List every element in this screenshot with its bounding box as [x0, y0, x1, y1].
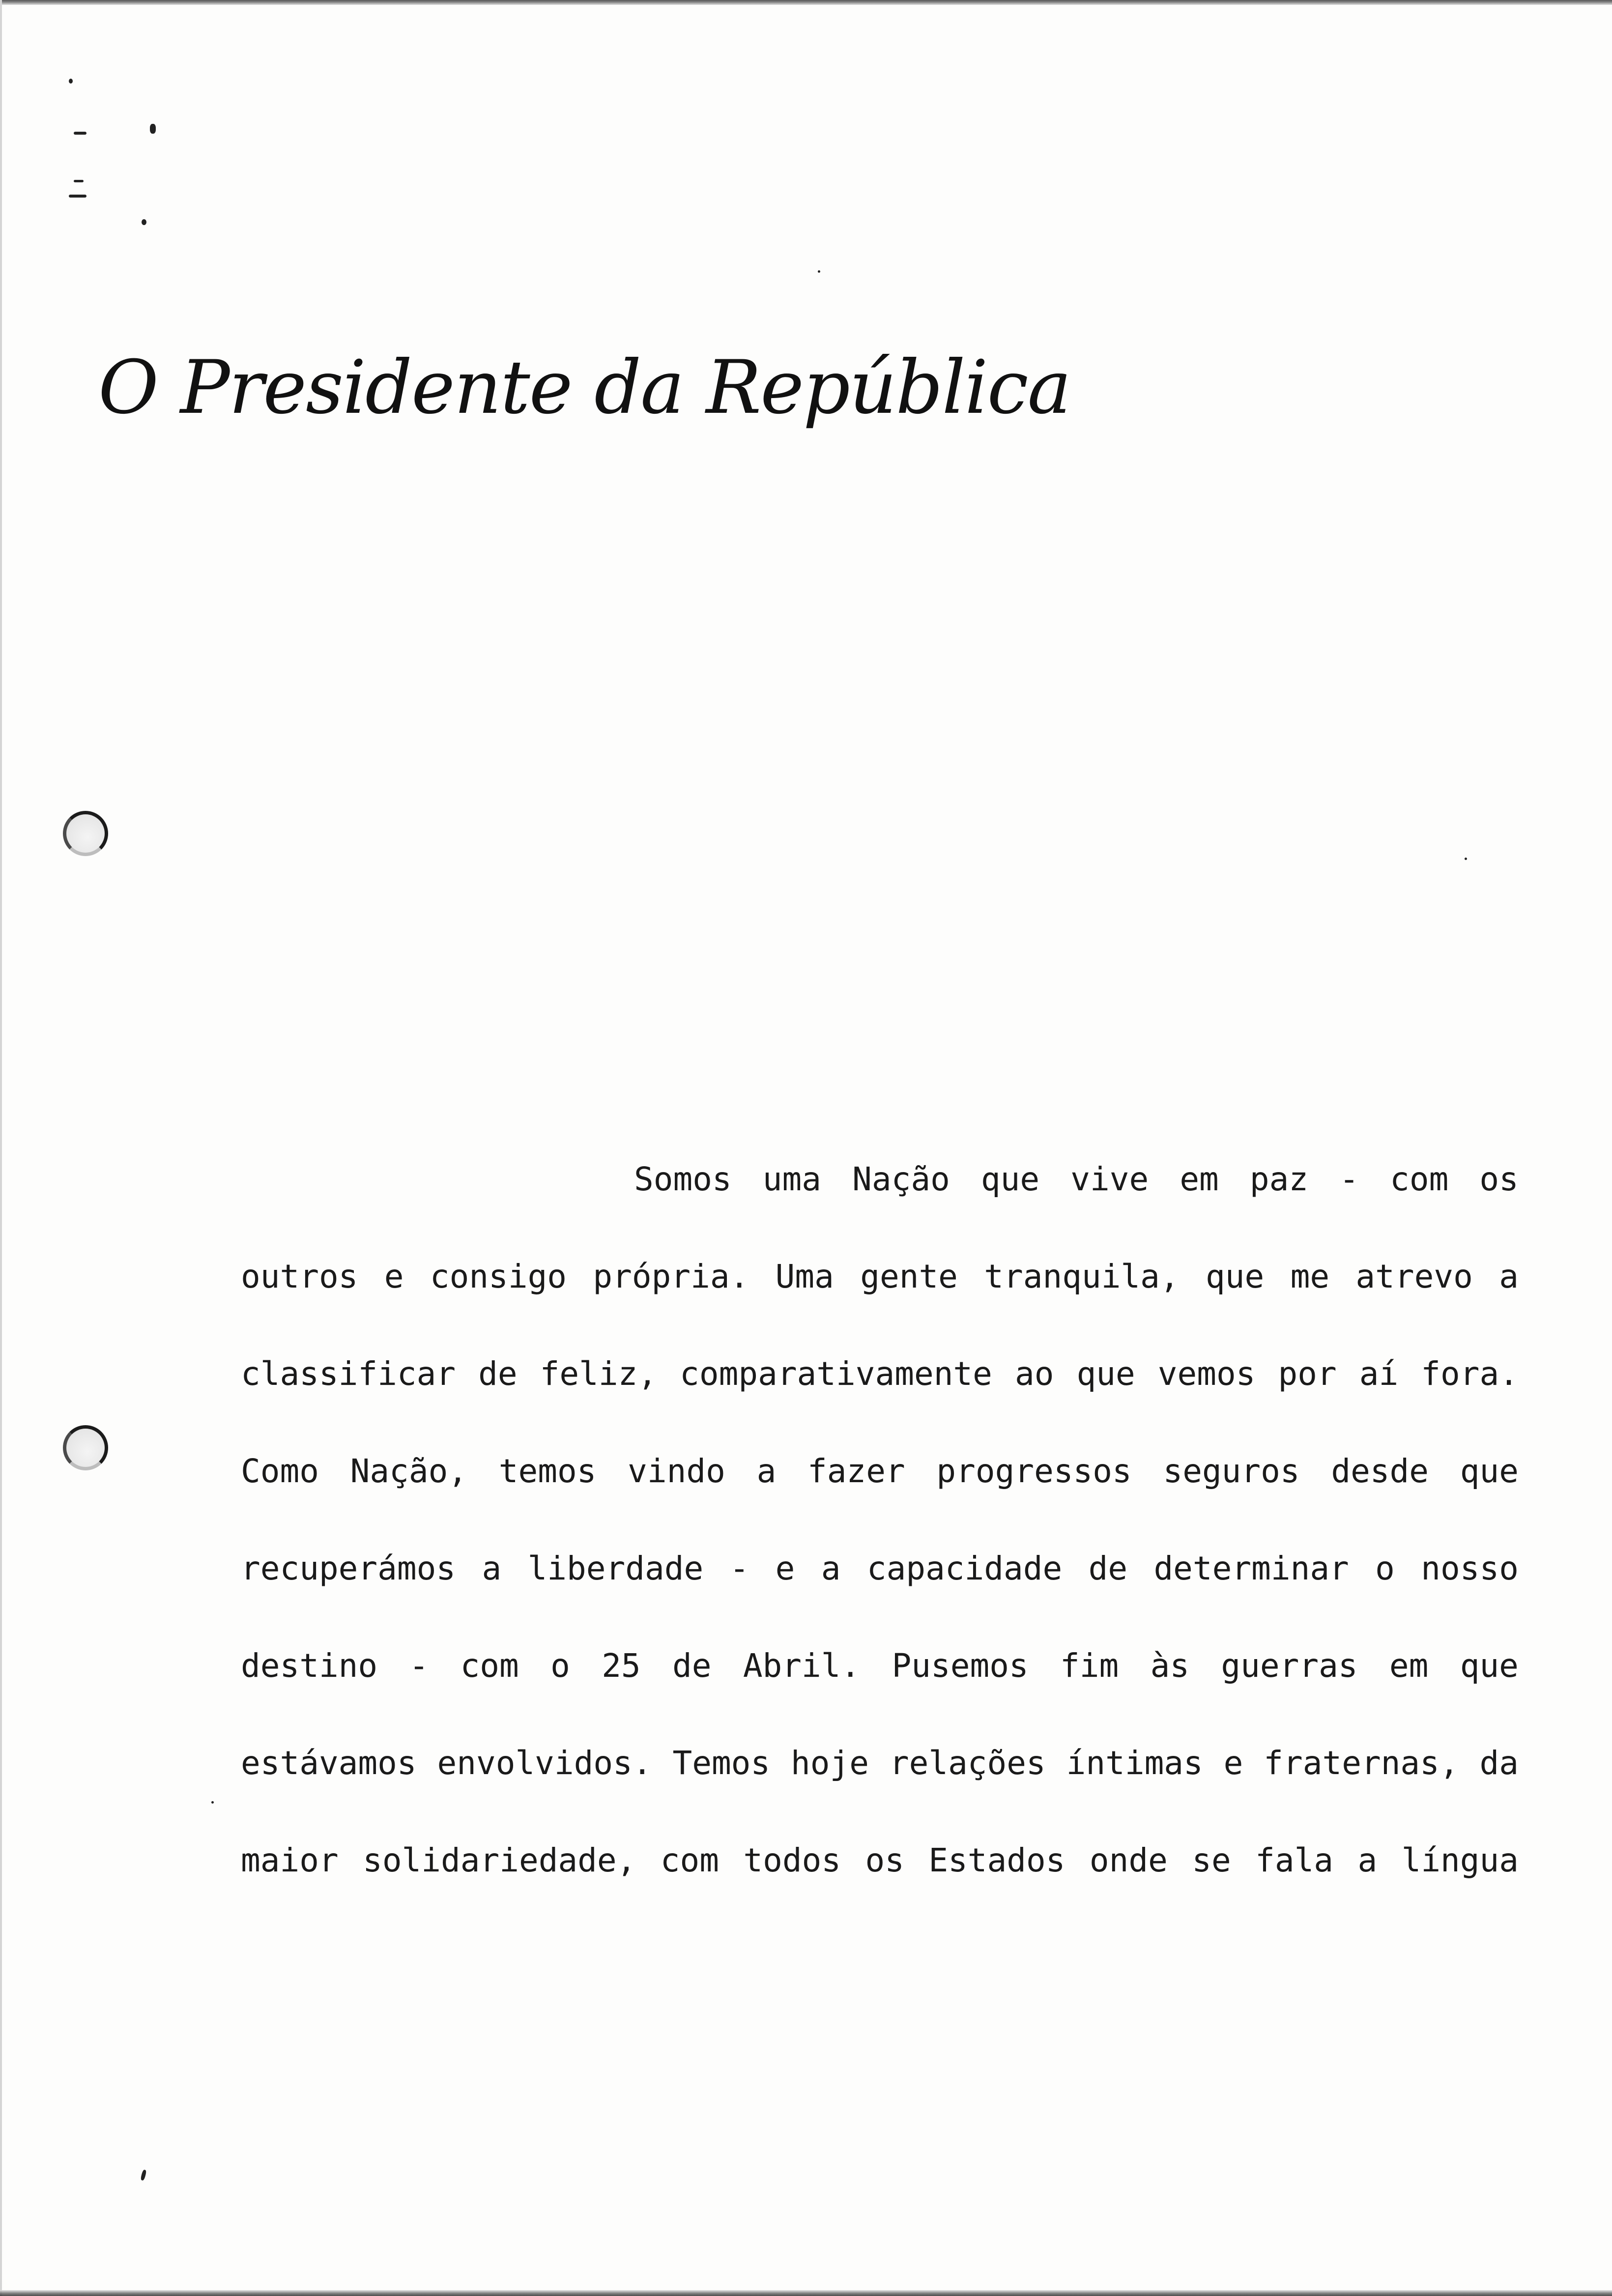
word: que: [1076, 1355, 1135, 1393]
word: Somos: [634, 1160, 732, 1198]
word: e: [775, 1550, 795, 1587]
word: os: [865, 1841, 904, 1879]
word: ao: [1014, 1355, 1054, 1393]
word: -: [729, 1550, 749, 1587]
scan-speck: [818, 270, 820, 273]
word: fazer: [807, 1452, 905, 1490]
scan-speck: [74, 132, 86, 135]
word: íntimas: [1066, 1744, 1203, 1782]
word: a: [1357, 1841, 1378, 1879]
word: por: [1278, 1355, 1337, 1393]
word: Como: [241, 1452, 319, 1490]
text-line: [241, 1347, 1519, 1444]
word: seguros: [1163, 1452, 1300, 1490]
scan-speck: [1465, 858, 1467, 860]
word: temos: [498, 1452, 597, 1490]
word: solidariedade,: [363, 1841, 636, 1879]
word: de: [478, 1355, 518, 1393]
text-line: [241, 1834, 1519, 1931]
word: que: [980, 1160, 1040, 1198]
scan-speck: [142, 219, 146, 225]
word: -: [1339, 1160, 1359, 1198]
letterhead: [98, 344, 1071, 442]
body-paragraph: [241, 1152, 1519, 1931]
word: e: [384, 1258, 404, 1295]
word: guerras: [1221, 1647, 1358, 1685]
word: hoje: [791, 1744, 869, 1782]
word: da: [1479, 1744, 1519, 1782]
word: progressos: [936, 1452, 1132, 1490]
word: Abril.: [743, 1647, 861, 1685]
word: os: [1479, 1160, 1519, 1198]
word: de: [1088, 1550, 1128, 1587]
word: com: [660, 1841, 719, 1879]
punch-hole: [63, 811, 108, 856]
word: fala: [1255, 1841, 1334, 1879]
word: fraternas,: [1264, 1744, 1459, 1782]
text-line: [241, 1444, 1519, 1542]
word: destino: [241, 1647, 378, 1685]
word: classificar: [241, 1355, 456, 1393]
word: se: [1192, 1841, 1231, 1879]
scan-edge-top: [0, 0, 1612, 5]
word: nosso: [1421, 1550, 1519, 1587]
word: o: [1375, 1550, 1395, 1587]
scan-speck: [140, 2169, 146, 2181]
scan-edge-bottom: [0, 2290, 1612, 2296]
word: com: [1390, 1160, 1449, 1198]
scan-speck: [150, 124, 156, 134]
word: e: [1223, 1744, 1243, 1782]
word: outros: [241, 1258, 358, 1295]
word: Nação: [852, 1160, 950, 1198]
letterhead-script: [98, 344, 1071, 442]
word: consigo: [430, 1258, 567, 1295]
word: tranquila,: [984, 1258, 1180, 1295]
word: relações: [889, 1744, 1046, 1782]
text-line: [241, 1736, 1519, 1834]
word: em: [1180, 1160, 1219, 1198]
word: própria.: [593, 1258, 749, 1295]
word: determinar: [1153, 1550, 1349, 1587]
word: Estados: [928, 1841, 1065, 1879]
text-line: [241, 1542, 1519, 1639]
scan-speck: [69, 79, 73, 84]
word: língua: [1401, 1841, 1519, 1879]
scan-speck: [74, 180, 84, 182]
word: Uma: [775, 1258, 834, 1295]
word: que: [1206, 1258, 1265, 1295]
word: feliz,: [540, 1355, 658, 1393]
word: que: [1460, 1647, 1519, 1685]
word: uma: [762, 1160, 822, 1198]
scan-speck: [211, 1801, 214, 1804]
text-line: [241, 1639, 1519, 1736]
word: atrevo: [1355, 1258, 1473, 1295]
word: que: [1460, 1452, 1519, 1490]
word: recuperámos: [241, 1550, 456, 1587]
word: maior: [241, 1841, 339, 1879]
word: fim: [1060, 1647, 1119, 1685]
word: -: [409, 1647, 429, 1685]
word: a: [482, 1550, 502, 1587]
word: envolvidos.: [437, 1744, 652, 1782]
word: vindo: [628, 1452, 725, 1490]
word: em: [1389, 1647, 1429, 1685]
word: estávamos: [241, 1744, 417, 1782]
letterhead-title: O Presidente da República: [98, 345, 1071, 430]
word: vive: [1070, 1160, 1149, 1198]
word: me: [1290, 1258, 1330, 1295]
scan-edge-left: [0, 0, 2, 2296]
word: a: [1499, 1258, 1519, 1295]
text-line: [634, 1152, 1519, 1250]
word: às: [1150, 1647, 1190, 1685]
word: de: [672, 1647, 712, 1685]
word: capacidade: [866, 1550, 1063, 1587]
text-line: [241, 1250, 1519, 1347]
word: com: [460, 1647, 519, 1685]
word: todos: [743, 1841, 841, 1879]
word: paz: [1249, 1160, 1309, 1198]
word: Pusemos: [892, 1647, 1029, 1685]
word: gente: [860, 1258, 958, 1295]
word: o: [550, 1647, 570, 1685]
word: desde: [1331, 1452, 1429, 1490]
scan-speck: [69, 195, 86, 198]
word: aí: [1359, 1355, 1399, 1393]
word: Nação,: [350, 1452, 468, 1490]
punch-hole: [63, 1425, 108, 1470]
word: liberdade: [527, 1550, 704, 1587]
word: fora.: [1421, 1355, 1519, 1393]
word: 25: [602, 1647, 641, 1685]
word: a: [756, 1452, 777, 1490]
word: Temos: [672, 1744, 771, 1782]
word: a: [821, 1550, 841, 1587]
word: comparativamente: [680, 1355, 992, 1393]
word: onde: [1089, 1841, 1168, 1879]
word: vemos: [1157, 1355, 1256, 1393]
